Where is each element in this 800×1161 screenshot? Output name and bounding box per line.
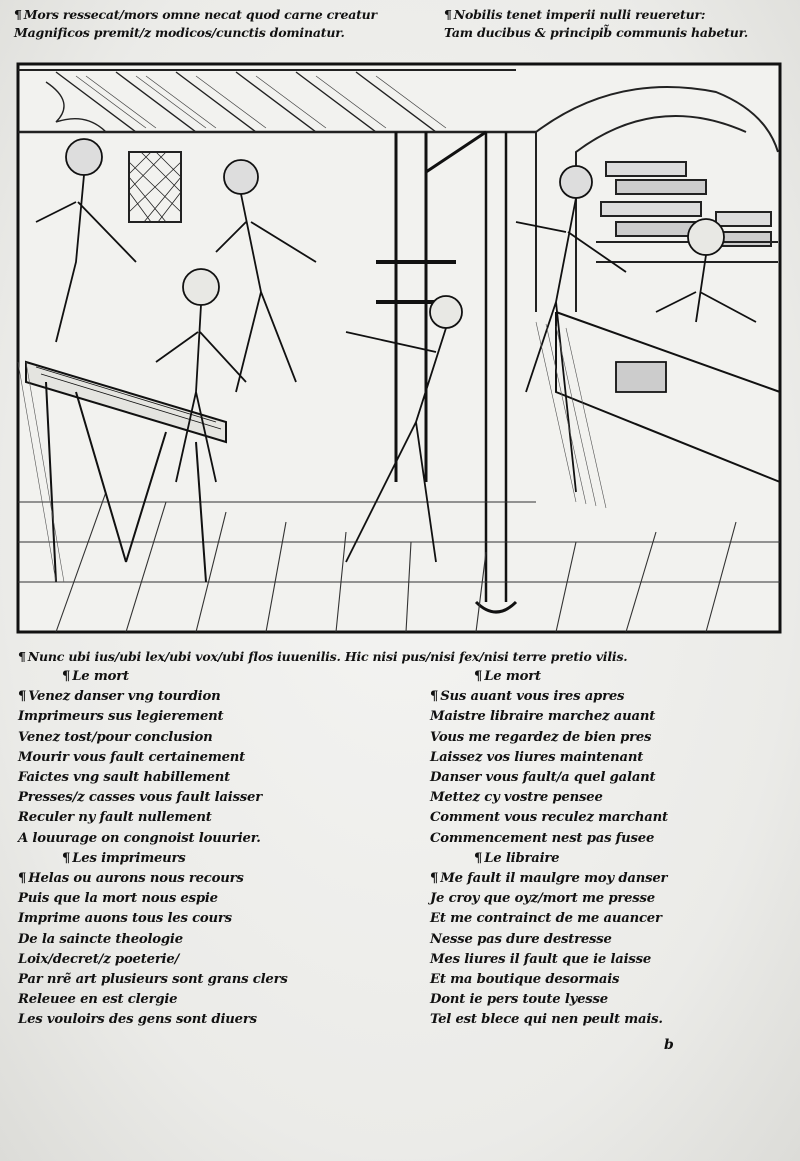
- line-text: Faictes vng sault habillement: [18, 770, 231, 786]
- verse-line: [18, 687, 418, 707]
- pilcrow-icon: ¶: [430, 689, 439, 705]
- woodcut-caption: [18, 648, 788, 666]
- line-text: A louurage on congnoist louurier.: [18, 830, 261, 846]
- pilcrow-icon: ¶: [474, 669, 483, 684]
- speaker-heading: [18, 849, 418, 869]
- verse-line: [430, 687, 790, 707]
- verse-line: [430, 748, 790, 768]
- verse-line: [430, 788, 790, 808]
- verse-line: [18, 768, 418, 788]
- line-text: Vous me regardez de bien pres: [430, 729, 652, 745]
- line-text: Et ma boutique desormais: [430, 972, 620, 988]
- verse-line: [18, 788, 418, 808]
- line-text: Dont ie pers toute lyesse: [430, 992, 608, 1008]
- verse-line: [430, 990, 790, 1010]
- pilcrow-icon: ¶: [62, 669, 71, 684]
- line-text: Sus auant vous ires apres: [440, 689, 625, 705]
- line-text: Et me contrainct de me auancer: [430, 911, 662, 927]
- verse-line: [18, 869, 418, 889]
- line-text: Presses/z casses vous fault laisser: [18, 790, 262, 806]
- line-text: Mettez cy vostre pensee: [430, 790, 603, 806]
- verse-line: [18, 909, 418, 929]
- verse-line: [430, 707, 790, 727]
- verse-line: [18, 707, 418, 727]
- header-right-line-2: Tam ducibus & principib̃ communis habetur.: [444, 25, 748, 40]
- header-right: [444, 6, 794, 42]
- pilcrow-icon: ¶: [18, 689, 27, 705]
- pilcrow-icon: ¶: [444, 7, 452, 22]
- pilcrow-icon: ¶: [430, 871, 439, 887]
- line-text: De la saincte theologie: [18, 931, 183, 947]
- line-text: Mes liures il fault que ie laisse: [430, 951, 652, 967]
- verse-line: [430, 728, 790, 748]
- line-text: Releuee en est clergie: [18, 992, 178, 1008]
- verse-line: [430, 768, 790, 788]
- line-text: Me fault il maulgre moy danser: [440, 871, 668, 887]
- verse-line: [18, 889, 418, 909]
- verse-line: [18, 970, 418, 990]
- line-text: Venez tost/pour conclusion: [18, 729, 213, 745]
- line-text: Commencement nest pas fusee: [430, 830, 655, 846]
- header: [14, 6, 790, 56]
- line-text: Les imprimeurs: [72, 850, 186, 866]
- line-text: Nesse pas dure destresse: [430, 931, 612, 947]
- line-text: Loix/decret/z poeterie/: [18, 951, 180, 967]
- page-signature: b: [664, 1037, 674, 1053]
- right-column: [430, 667, 790, 1031]
- verse-line: [430, 909, 790, 929]
- verse-line: [18, 748, 418, 768]
- verse-line: [430, 829, 790, 849]
- speaker-heading: [430, 849, 790, 869]
- pilcrow-icon: ¶: [18, 871, 27, 887]
- left-column: [18, 667, 418, 1031]
- pilcrow-icon: ¶: [14, 7, 22, 22]
- line-text: Laissez vos liures maintenant: [430, 749, 644, 765]
- header-left: [14, 6, 424, 42]
- line-text: Je croy que oyz/mort me presse: [430, 891, 655, 907]
- speaker-heading: [430, 667, 790, 687]
- line-text: Puis que la mort nous espie: [18, 891, 218, 907]
- verse-line: [18, 1010, 418, 1030]
- line-text: Venez danser vng tourdion: [28, 689, 221, 705]
- verse-line: [18, 829, 418, 849]
- line-text: Le mort: [72, 669, 129, 684]
- line-text: Maistre libraire marchez auant: [430, 709, 656, 725]
- woodcut-illustration: [16, 62, 782, 634]
- verse-line: [430, 970, 790, 990]
- header-right-line-1: Nobilis tenet imperii nulli reueretur:: [453, 7, 706, 22]
- header-left-line-2: Magnificos premit/z modicos/cunctis dominatur.: [14, 25, 345, 40]
- verse-line: [430, 869, 790, 889]
- line-text: Les vouloirs des gens sont diuers: [18, 1012, 257, 1028]
- line-text: Danser vous fault/a quel galant: [430, 770, 656, 786]
- pilcrow-icon: ¶: [474, 850, 483, 866]
- verse-line: [18, 728, 418, 748]
- verse-line: [18, 950, 418, 970]
- line-text: Helas ou aurons nous recours: [28, 871, 244, 887]
- header-left-line-1: Mors ressecat/mors omne necat quod carne creatur: [23, 7, 377, 22]
- verse-line: [430, 889, 790, 909]
- line-text: Reculer ny fault nullement: [18, 810, 212, 826]
- verse-line: [430, 808, 790, 828]
- verse-line: [430, 950, 790, 970]
- line-text: Comment vous reculez marchant: [430, 810, 668, 826]
- line-text: Par nrẽ art plusieurs sont grans clers: [18, 972, 288, 988]
- verse-line: [430, 930, 790, 950]
- pilcrow-icon: ¶: [62, 850, 71, 866]
- line-text: Tel est blece qui nen peult mais.: [430, 1012, 663, 1028]
- line-text: Imprime auons tous les cours: [18, 911, 232, 927]
- verse-line: [18, 990, 418, 1010]
- verse-line: [430, 1010, 790, 1030]
- line-text: Imprimeurs sus legierement: [18, 709, 224, 725]
- line-text: Le mort: [484, 669, 541, 684]
- line-text: Le libraire: [484, 850, 560, 866]
- speaker-heading: [18, 667, 418, 687]
- line-text: Mourir vous fault certainement: [18, 749, 246, 765]
- caption-text: Nunc ubi ius/ubi lex/ubi vox/ubi flos iuuenilis. Hic nisi pus/nisi fex/nisi terre pretio vilis.: [27, 649, 628, 664]
- verse-line: [18, 930, 418, 950]
- verse-line: [18, 808, 418, 828]
- pilcrow-icon: ¶: [18, 649, 26, 664]
